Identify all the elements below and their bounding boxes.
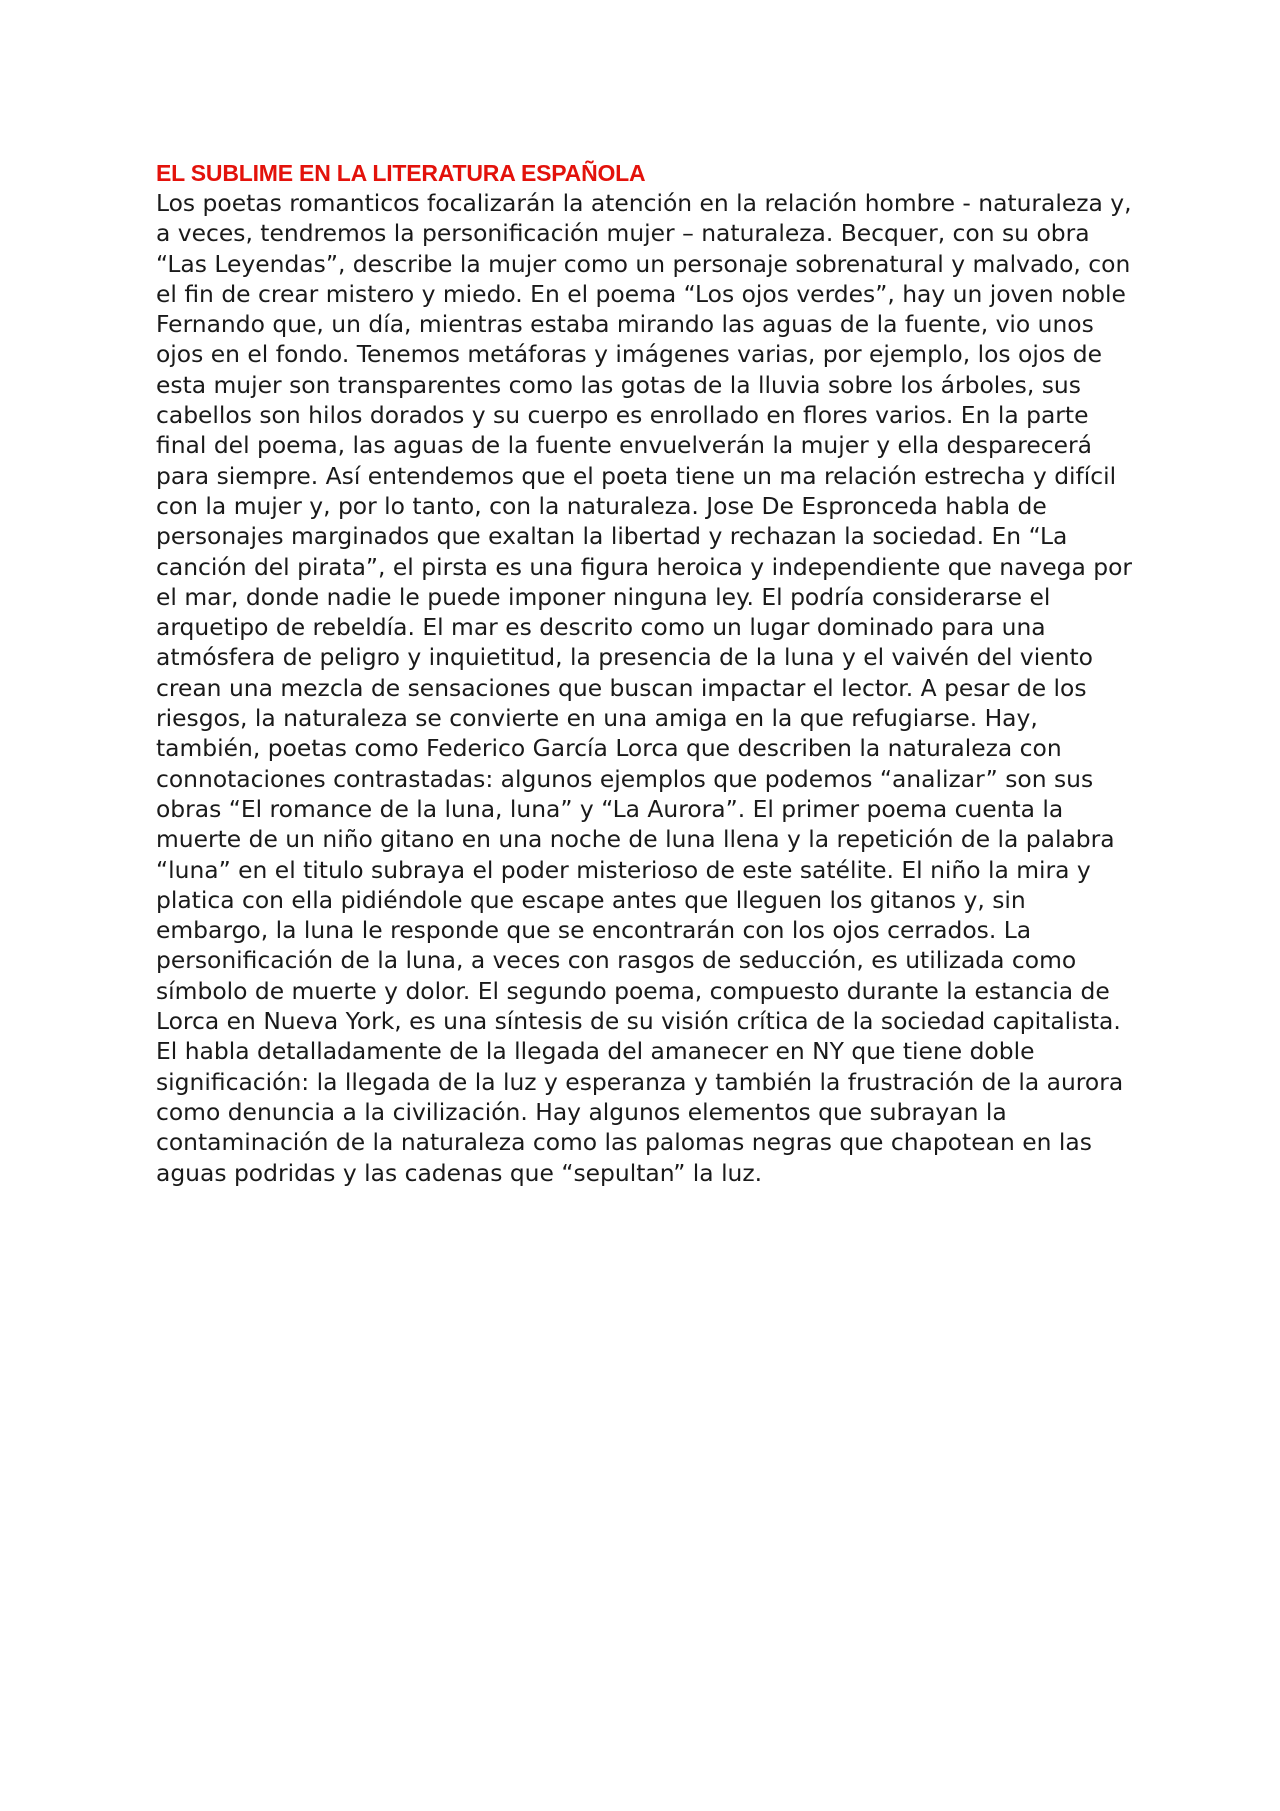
document-content xyxy=(156,158,1141,1188)
document-body: Los poetas romanticos focalizarán la atención en la relación hombre - naturaleza y, a veces, tendremos la personificación mujer – naturaleza. Becquer, con su obra “Las Leyendas”, describe la mujer como un personaje sobrenatural y malvado, con el fin de crear mistero y miedo. En el poema “Los ojos verdes”, hay un joven noble Fernando que, un día, mientras estaba mirando las aguas de la fuente, vio unos ojos en el fondo. Tenemos metáforas y imágenes varias, por ejemplo, los ojos de esta mujer son transparentes como las gotas de la lluvia sobre los árboles, sus cabellos son hilos dorados y su cuerpo es enrollado en flores varios. En la parte final del poema, las aguas de la fuente envuelverán la mujer y ella desparecerá para siempre. Así entendemos que el poeta tiene un ma relación estrecha y difícil con la mujer y, por lo tanto, con la naturaleza. Jose De Espronceda habla de personajes marginados que exaltan la libertad y rechazan la sociedad. En “La canción del pirata”, el pirsta es una figura heroica y independiente que navega por el mar, donde nadie le puede imponer ninguna ley. El podría considerarse el arquetipo de rebeldía. El mar es descrito como un lugar dominado para una atmósfera de peligro y inquietitud, la presencia de la luna y el vaivén del viento crean una mezcla de sensaciones que buscan impactar el lector. A pesar de los riesgos, la naturaleza se convierte en una amiga en la que refugiarse. Hay, también, poetas como Federico García Lorca que describen la naturaleza con connotaciones contrastadas: algunos ejemplos que podemos “analizar” son sus obras “El romance de la luna, luna” y “La Aurora”. El primer poema cuenta la muerte de un niño gitano en una noche de luna llena y la repetición de la palabra “luna” en el titulo subraya el poder misterioso de este satélite. El niño la mira y platica con ella pidiéndole que escape antes que lleguen los gitanos y, sin embargo, la luna le responde que se encontrarán con los ojos cerrados. La personificación de la luna, a veces con rasgos de seducción, es utilizada como símbolo de muerte y dolor. El segundo poema, compuesto durante la estancia de Lorca en Nueva York, es una síntesis de su visión crítica de la sociedad capitalista. El habla detalladamente de la llegada del amanecer en NY que tiene doble significación: la llegada de la luz y esperanza y también la frustración de la aurora como denuncia a la civilización. Hay algunos elementos que subrayan la contaminación de la naturaleza como las palomas negras que chapotean en las aguas podridas y las cadenas que “sepultan” la luz. xyxy=(156,189,1133,1187)
document-title: EL SUBLIME EN LA LITERATURA ESPAÑOLA xyxy=(156,160,646,186)
